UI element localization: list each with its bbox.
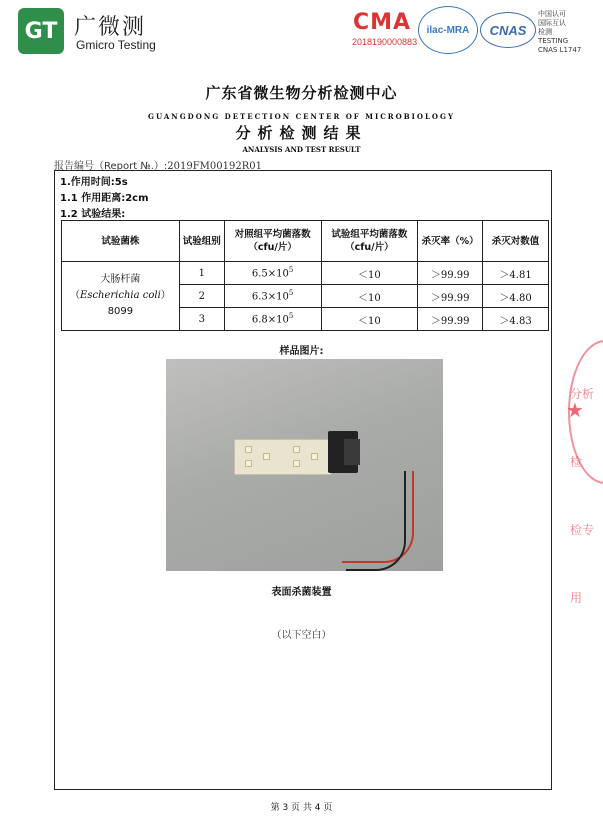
cell-log: ＞4.80	[483, 285, 549, 308]
seal-star-icon: ★	[566, 398, 584, 422]
cnas-info-line: 中国认可	[538, 10, 566, 18]
photo-title: 样品图片:	[279, 346, 324, 357]
cell-group: 1	[179, 262, 224, 285]
strain-code: 8099	[107, 306, 134, 317]
cell-control	[224, 285, 321, 308]
cell-rate: ＞99.99	[418, 308, 483, 331]
strain-cell	[62, 262, 180, 331]
cnas-info-line: TESTING	[538, 37, 569, 45]
table-row	[62, 262, 549, 285]
cma-mark: CMA	[352, 10, 412, 35]
control-exp: 5	[288, 312, 294, 321]
ilac-text: ilac-MRA	[426, 24, 470, 36]
blank-note: （以下空白）	[271, 630, 332, 641]
header-group: 试验组别	[179, 221, 224, 262]
control-exp: 5	[288, 289, 294, 298]
cnas-info-line: 国际互认	[538, 19, 566, 27]
report-number-value: 2019FM00192R01	[167, 161, 262, 172]
led-icon	[293, 460, 300, 467]
cell-group: 3	[179, 308, 224, 331]
control-base: 6.3×10	[251, 291, 289, 303]
connector-plug-icon	[344, 439, 360, 465]
strain-latin-name: Escherichia coli	[80, 290, 161, 301]
cma-number: 2018190000883	[352, 37, 418, 47]
cell-rate: ＞99.99	[418, 262, 483, 285]
seal-text-line: 检专用	[570, 523, 595, 605]
device-board-icon	[234, 439, 332, 475]
table-header-row	[62, 221, 549, 262]
cell-log: ＞4.81	[483, 262, 549, 285]
cell-test: ＜10	[321, 308, 418, 331]
photo-caption: 表面杀菌装置	[271, 587, 332, 598]
control-base: 6.8×10	[251, 314, 289, 326]
strain-latin: （Escherichia coli）	[70, 290, 171, 301]
header-kill-rate: 杀灭率（%）	[418, 221, 483, 262]
cell-test: ＜10	[321, 262, 418, 285]
cnas-text: CNAS	[489, 22, 527, 38]
gt-logo-icon: GT	[18, 8, 64, 54]
condition-time: 1.作用时间:5s	[60, 177, 128, 188]
black-wire-icon	[346, 471, 406, 571]
condition-distance: 1.1 作用距离:2cm	[60, 193, 149, 204]
cell-control	[224, 308, 321, 331]
sample-photo	[166, 359, 443, 571]
result-title: 分析检测结果	[235, 124, 368, 142]
condition-results-heading: 1.2 试验结果:	[60, 209, 126, 220]
cnas-info-line: 检测	[538, 28, 552, 36]
cell-control	[224, 262, 321, 285]
control-base: 6.5×10	[251, 268, 289, 280]
led-icon	[311, 453, 318, 460]
led-icon	[245, 460, 252, 467]
cell-rate: ＞99.99	[418, 285, 483, 308]
led-icon	[293, 446, 300, 453]
header-log-reduction: 杀灭对数值	[483, 221, 549, 262]
cell-log: ＞4.83	[483, 308, 549, 331]
logo-chinese-name: 广微测	[74, 15, 147, 40]
result-title-english: ANALYSIS AND TEST RESULT	[242, 145, 361, 154]
led-icon	[245, 446, 252, 453]
cma-badge	[352, 10, 418, 47]
ilac-mra-logo-icon	[418, 6, 478, 54]
center-title-english: GUANGDONG DETECTION CENTER OF MICROBIOLOGY	[148, 112, 455, 121]
cnas-logo-icon	[480, 12, 536, 48]
seal-text-line: 分析检	[570, 387, 595, 469]
control-exp: 5	[288, 266, 294, 275]
report-number-label: 报告编号（Report №.）:	[54, 161, 168, 172]
cell-test: ＜10	[321, 285, 418, 308]
led-icon	[263, 453, 270, 460]
header-strain: 试验菌株	[62, 221, 180, 262]
center-title: 广东省微生物分析检测中心	[205, 84, 398, 102]
results-table	[61, 220, 549, 331]
page-footer: 第 3 页 共 4 页	[270, 803, 333, 813]
cnas-info	[538, 10, 581, 55]
strain-name: 大肠杆菌	[100, 274, 141, 285]
header-test: 试验组平均菌落数（cfu/片）	[321, 221, 418, 262]
cnas-info-line: CNAS L1747	[538, 46, 582, 54]
cell-group: 2	[179, 285, 224, 308]
header-control: 对照组平均菌落数（cfu/片）	[224, 221, 321, 262]
logo-english-name: Gmicro Testing	[76, 38, 156, 52]
